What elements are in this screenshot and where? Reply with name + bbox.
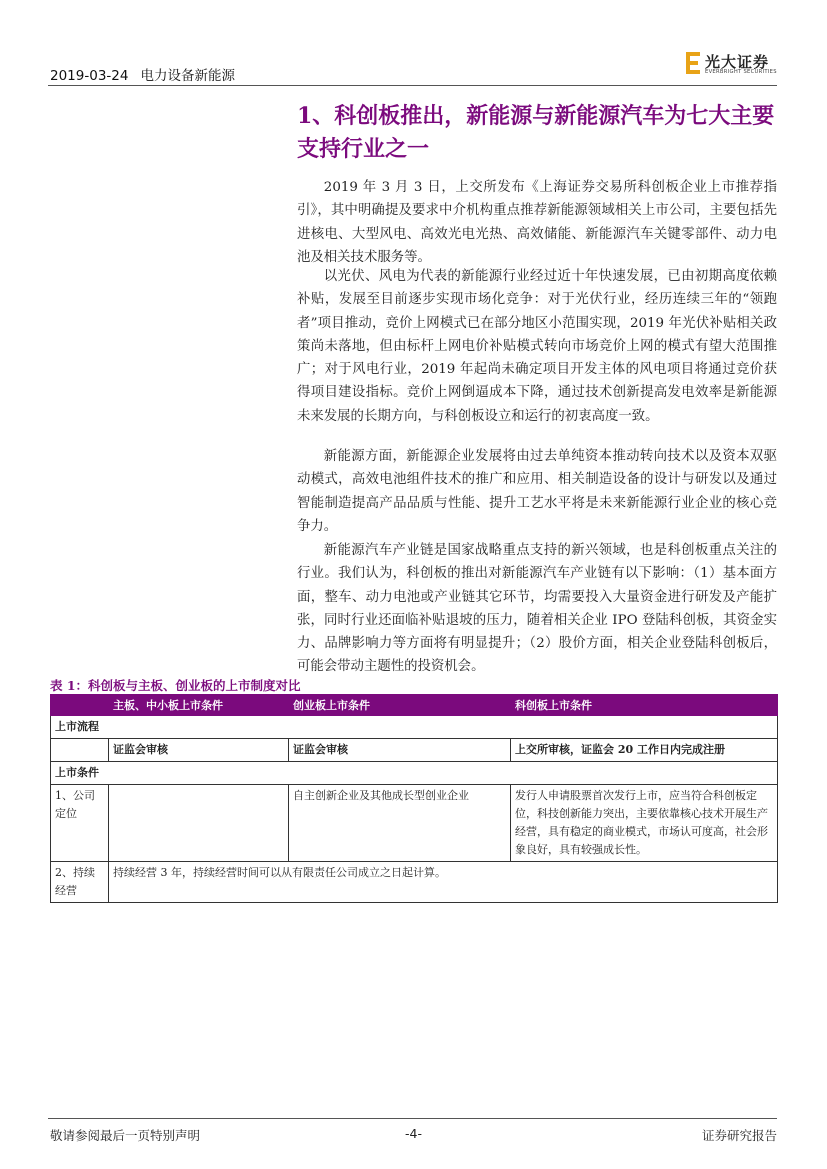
paragraph-1 (297, 176, 777, 269)
table-cell: 证监会审核 (289, 739, 511, 762)
table-row (51, 862, 778, 903)
table-header-cell: 主板、中小板上市条件 (109, 695, 289, 716)
table-section-row (51, 716, 778, 739)
footer-disclaimer: 敬请参阅最后一页特别声明 (50, 1128, 201, 1143)
table-header-cell (51, 695, 109, 716)
table-cell: 1、公司定位 (51, 785, 109, 862)
table-row (51, 739, 778, 762)
paragraph-text: 2019 年 3 月 3 日，上交所发布《上海证券交易所科创板企业上市推荐指引》，其中明确提及要求中介机构重点推荐新能源领域相关上市公司，主要包括先进核电、大型风电、高效光电光热、高效储能、新能源汽车关键零部件、动力电池及相关技术服务等。 (297, 180, 777, 265)
section-title: 1、科创板推出，新能源与新能源汽车为七大主要支持行业之一 (297, 103, 775, 162)
paragraph-text: 以光伏、风电为代表的新能源行业经过近十年快速发展，已由初期高度依赖补贴，发展至目前逐步实现市场化竞争：对于光伏行业，经历连续三年的“领跑者”项目推动，竞价上网模式已在部分地区小范围实现，2019 年光伏补贴相关政策尚未落地，但由标杆上网电价补贴模式转向市场竞价上网的模式有望大范围推广；对于风电行业，2019 年起尚未确定项目开发主体的风电项目将通过竞价获得项目建设指标。竞价上网倒逼成本下降，通过技术创新提高发电效率是新能源未来发展的长期方向，与科创板设立和运行的初衷高度一致。 (297, 269, 777, 424)
table-cell: 持续经营 3 年，持续经营时间可以从有限责任公司成立之日起计算。 (109, 862, 778, 903)
footer-report-type: 证券研究报告 (701, 1128, 777, 1143)
logo-subtitle: EVERBRIGHT SECURITIES (705, 69, 777, 75)
report-date: 2019-03-24 (50, 68, 129, 84)
logo-name: 光大证券 (705, 53, 770, 71)
table-cell: 上交所审核，证监会 20 工作日内完成注册 (511, 739, 778, 762)
comparison-table (50, 694, 777, 903)
page-number: -4- (405, 1126, 422, 1141)
table-cell: 2、持续经营 (51, 862, 109, 903)
table-row (51, 785, 778, 862)
footer-divider (48, 1118, 777, 1119)
paragraph-2 (297, 265, 777, 428)
table-header-row (51, 695, 778, 716)
header-divider (48, 85, 777, 86)
table-cell: 证监会审核 (109, 739, 289, 762)
table-header-cell: 科创板上市条件 (511, 695, 778, 716)
table-cell (109, 785, 289, 862)
table-cell: 发行人申请股票首次发行上市，应当符合科创板定位，科技创新能力突出，主要依靠核心技术开展生产经营，具有稳定的商业模式，市场认可度高，社会形象良好，具有较强成长性。 (511, 785, 778, 862)
paragraph-4 (297, 539, 777, 679)
section-label-listing-conditions: 上市条件 (51, 762, 778, 785)
report-header (50, 64, 235, 84)
table-section-row (51, 762, 778, 785)
everbright-logo-icon (686, 50, 702, 76)
table-cell: 自主创新企业及其他成长型创业企业 (289, 785, 511, 862)
brand-logo (686, 50, 778, 76)
report-category: 电力设备新能源 (140, 68, 235, 84)
paragraph-text: 新能源汽车产业链是国家战略重点支持的新兴领域，也是科创板重点关注的行业。我们认为，科创板的推出对新能源汽车产业链有以下影响：（1）基本面方面，整车、动力电池或产业链其它环节，均需要投入大量资金进行研发及产能扩张，同时行业还面临补贴退坡的压力，随着相关企业 IPO 登陆科创板，其资金实力、品牌影响力等方面将有明显提升；（2）股价方面，相关企业登陆科创板后，可能会带动主题性的投资机会。 (297, 543, 777, 675)
table-header-cell: 创业板上市条件 (289, 695, 511, 716)
table-title: 表 1：科创板与主板、创业板的上市制度对比 (50, 678, 301, 693)
paragraph-text: 新能源方面，新能源企业发展将由过去单纯资本推动转向技术以及资本双驱动模式，高效电池组件技术的推广和应用、相关制造设备的设计与研发以及通过智能制造提高产品品质与性能、提升工艺水平将是未来新能源行业企业的核心竞争力。 (297, 449, 777, 534)
section-label-listing-process: 上市流程 (51, 716, 778, 739)
paragraph-3 (297, 445, 777, 538)
table-cell (51, 739, 109, 762)
